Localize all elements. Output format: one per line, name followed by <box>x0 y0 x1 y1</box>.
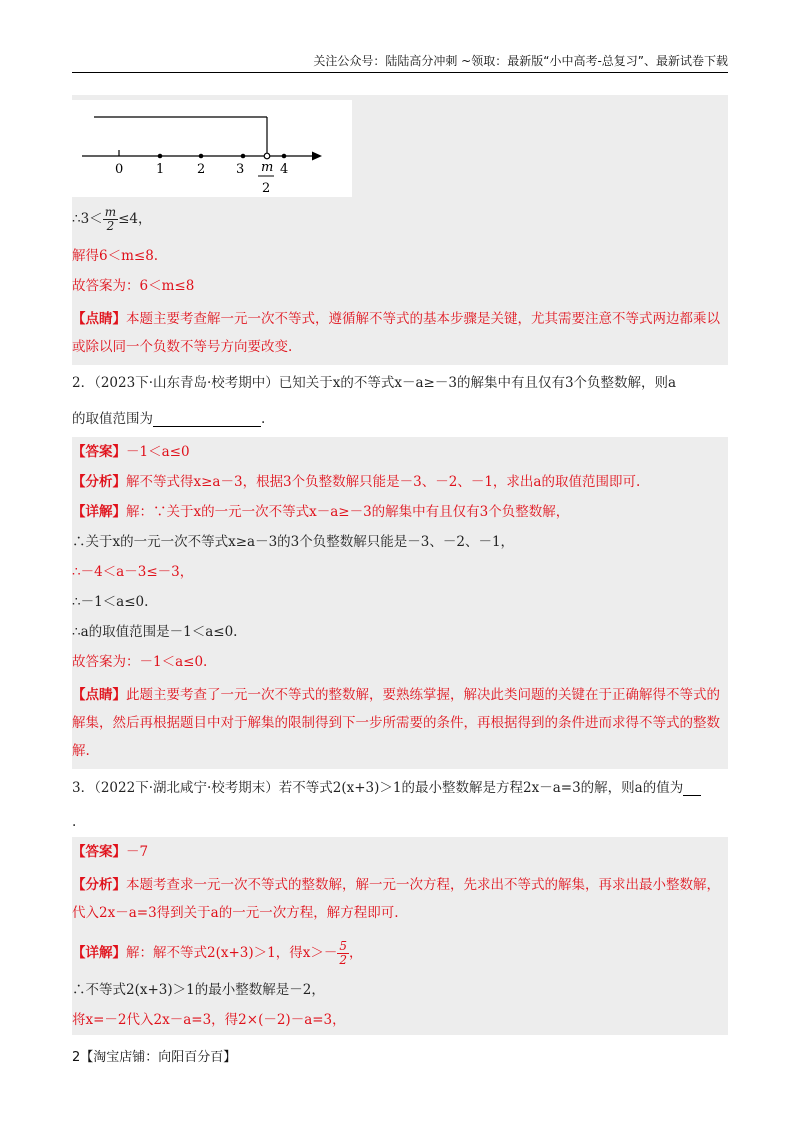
page-content <box>72 95 728 1035</box>
q2-detail-2: ∴关于x的一元一次不等式x≥a－3的3个负整数解只能是－3、－2、－1， <box>72 527 728 557</box>
tick-label-4: 4 <box>280 162 289 177</box>
number-line-figure-block <box>72 95 728 197</box>
q2-analysis: 【分析】解不等式得x≥a－3，根据3个负整数解只能是－3、－2、－1，求出a的取值范围即可. <box>72 467 728 497</box>
q3-detail-2: ∴不等式2(x+3)＞1的最小整数解是－2， <box>72 975 728 1005</box>
comment-text: 本题主要考查解一元一次不等式，遵循解不等式的基本步骤是关键，尤其需要注意不等式两边都乘以或除以同一个负数不等号方向要改变. <box>72 311 720 355</box>
q3-analysis: 【分析】本题考查求一元一次不等式的整数解，解一元一次方程，先求出不等式的解集，再求出最小整数解，代入2x－a=3得到关于a的一元一次方程，解方程即可. <box>72 867 728 931</box>
tick-label-3: 3 <box>236 162 245 177</box>
q1-step-1: ∴3＜ $\frac{m}{2}$ ≤4， <box>72 197 728 241</box>
q3-detail-3: 将x=－2代入2x－a=3，得2×(－2)－a=3， <box>72 1005 728 1035</box>
q3-stem-line-1: 3．（2022下·湖北咸宁·校考期末）若不等式2(x+3)＞1的最小整数解是方程2x－a=3的解，则a的值为 <box>72 769 728 807</box>
q3-answer: 【答案】－7 <box>72 837 728 867</box>
q2-detail-6: 故答案为：－1＜a≤0. <box>72 647 728 677</box>
q2-detail-4: ∴－1＜a≤0. <box>72 587 728 617</box>
m-denominator: 2 <box>262 181 271 196</box>
q2-answer: 【答案】－1＜a≤0 <box>72 437 728 467</box>
tick-label-2: 2 <box>197 162 206 177</box>
m-label: m <box>261 160 274 175</box>
q2-detail-1: 【详解】解：∵关于x的一元一次不等式x－a≥－3的解集中有且仅有3个负整数解， <box>72 497 728 527</box>
header-rule <box>72 72 728 73</box>
q2-detail-3: ∴－4＜a－3≤－3， <box>72 557 728 587</box>
q2-stem-line-1: 2．（2023下·山东青岛·校考期中）已知关于x的不等式x－a≥－3的解集中有且仅有3个负整数解，则a <box>72 375 677 391</box>
number-line-figure <box>72 100 352 197</box>
q3-stem-line-2: . <box>72 814 77 830</box>
q1-step-3: 故答案为：6＜m≤8 <box>72 271 728 301</box>
answer-blank <box>683 781 701 796</box>
tick-label-1: 1 <box>156 162 165 177</box>
q3-detail-1: 【详解】解：解不等式2(x+3)＞1，得x＞－ $\frac{5}{2}$ ， <box>72 931 728 975</box>
q2-detail-5: ∴a的取值范围是－1＜a≤0. <box>72 617 728 647</box>
tick-label-0: 0 <box>115 162 124 177</box>
answer-blank <box>153 412 261 427</box>
q2-comment: 【点睛】此题主要考查了一元一次不等式的整数解，要熟练掌握，解决此类问题的关键在于正确解得不等式的解集，然后再根据题目中对于解集的限制得到下一步所需要的条件，再根据得到的条件进而求得不等式的整数解. <box>72 677 728 769</box>
q1-comment <box>72 301 728 365</box>
page-header: 关注公众号：陆陆高分冲刺 ~领取：最新版“小中高考-总复习”、最新试卷下载 <box>313 54 728 68</box>
comment-tag: 【点睛】 <box>72 311 126 327</box>
q1-step-2: 解得6＜m≤8. <box>72 241 728 271</box>
page-footer: 2【淘宝店铺：向阳百分百】 <box>72 1050 237 1065</box>
q2-stem-line-2: 的取值范围为 . <box>72 411 266 427</box>
